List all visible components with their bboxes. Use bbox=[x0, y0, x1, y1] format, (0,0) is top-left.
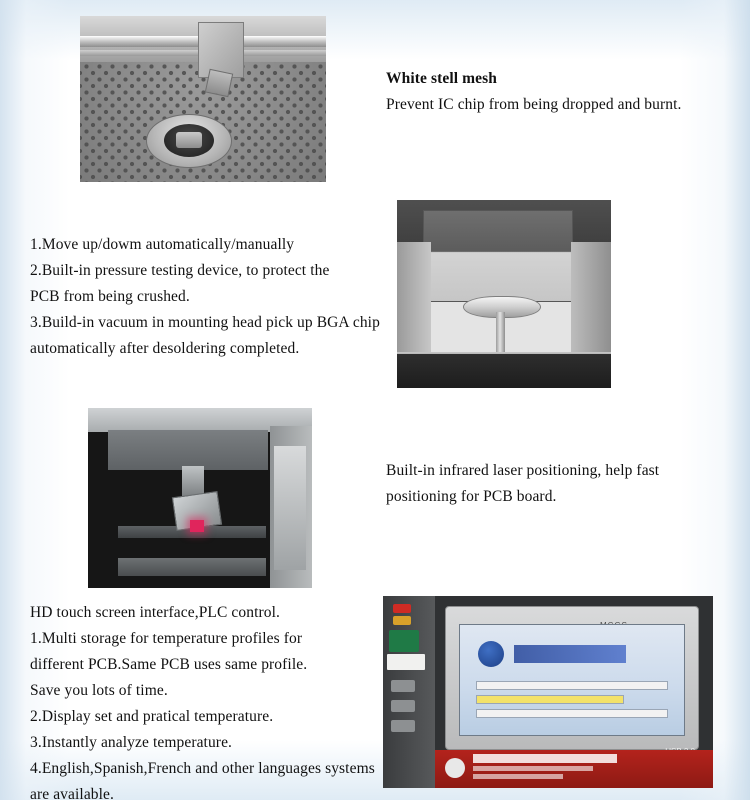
touchscreen-line-7: are available. bbox=[30, 786, 115, 803]
company-contact-line-1 bbox=[473, 766, 593, 771]
work-table bbox=[397, 354, 611, 388]
side-button-2 bbox=[391, 700, 415, 712]
amber-indicator-lamp bbox=[393, 616, 411, 625]
inner-shelf-lower bbox=[118, 558, 266, 576]
left-column bbox=[397, 242, 431, 356]
screen-row-3 bbox=[476, 709, 668, 718]
touchscreen-line-3: Save you lots of time. bbox=[30, 682, 168, 699]
laser-positioning-head-photo bbox=[88, 408, 312, 588]
laser-text-block bbox=[386, 458, 716, 510]
white-label-plate bbox=[387, 654, 425, 670]
hmi-touch-screen-panel-photo bbox=[383, 596, 713, 788]
mesh-heading: White stell mesh bbox=[386, 70, 497, 87]
infrared-laser-emitter bbox=[190, 520, 204, 532]
company-name-line bbox=[473, 754, 617, 763]
laser-line-1: Built-in infrared laser positioning, help fast bbox=[386, 462, 660, 479]
nozzle-shaft bbox=[182, 466, 204, 496]
mesh-line-1: Prevent IC chip from being dropped and burnt. bbox=[386, 96, 682, 113]
mounting-head bbox=[198, 22, 244, 78]
screen-title-bar bbox=[514, 645, 626, 663]
right-column bbox=[571, 242, 611, 356]
perforated-plate-with-mesh-holder-photo bbox=[80, 16, 326, 182]
head-body bbox=[423, 210, 573, 302]
touchscreen-line-5: 3.Instantly analyze temperature. bbox=[30, 734, 233, 751]
touchscreen-heading: HD touch screen interface,PLC control. bbox=[30, 604, 280, 621]
head-line-3: PCB from being crushed. bbox=[30, 288, 190, 305]
touchscreen-line-1: 1.Multi storage for temperature profiles for bbox=[30, 630, 303, 647]
side-button-3 bbox=[391, 720, 415, 732]
brand-logo-icon bbox=[478, 641, 504, 667]
laser-line-2: positioning for PCB board. bbox=[386, 488, 557, 505]
screen-row-1 bbox=[476, 681, 668, 690]
touchscreen-line-2: different PCB.Same PCB uses same profile. bbox=[30, 656, 308, 673]
head-line-2: 2.Built-in pressure testing device, to protect the bbox=[30, 262, 330, 279]
head-line-1: 1.Move up/dowm automatically/manually bbox=[30, 236, 295, 253]
touchscreen-text-block bbox=[30, 600, 390, 808]
green-label-plate bbox=[389, 630, 419, 652]
touchscreen-line-6: 4.English,Spanish,French and other languages systems bbox=[30, 760, 375, 777]
vacuum-nozzle-closeup-photo bbox=[397, 200, 611, 388]
red-indicator-lamp bbox=[393, 604, 411, 613]
screen-row-2 bbox=[476, 695, 624, 704]
head-text-block bbox=[30, 232, 386, 362]
head-line-4: 3.Build-in vacuum in mounting head pick up BGA chip bbox=[30, 314, 380, 331]
side-panel bbox=[270, 426, 312, 588]
upper-module bbox=[108, 430, 268, 470]
head-line-5: automatically after desoldering completed. bbox=[30, 340, 300, 357]
touchscreen-line-4: 2.Display set and pratical temperature. bbox=[30, 708, 274, 725]
company-logo-icon bbox=[445, 758, 465, 778]
hmi-screen bbox=[459, 624, 685, 736]
company-contact-line-2 bbox=[473, 774, 563, 779]
company-name-strip bbox=[435, 750, 713, 788]
ic-chip bbox=[176, 132, 202, 148]
side-button-1 bbox=[391, 680, 415, 692]
mesh-text-block bbox=[386, 66, 726, 118]
